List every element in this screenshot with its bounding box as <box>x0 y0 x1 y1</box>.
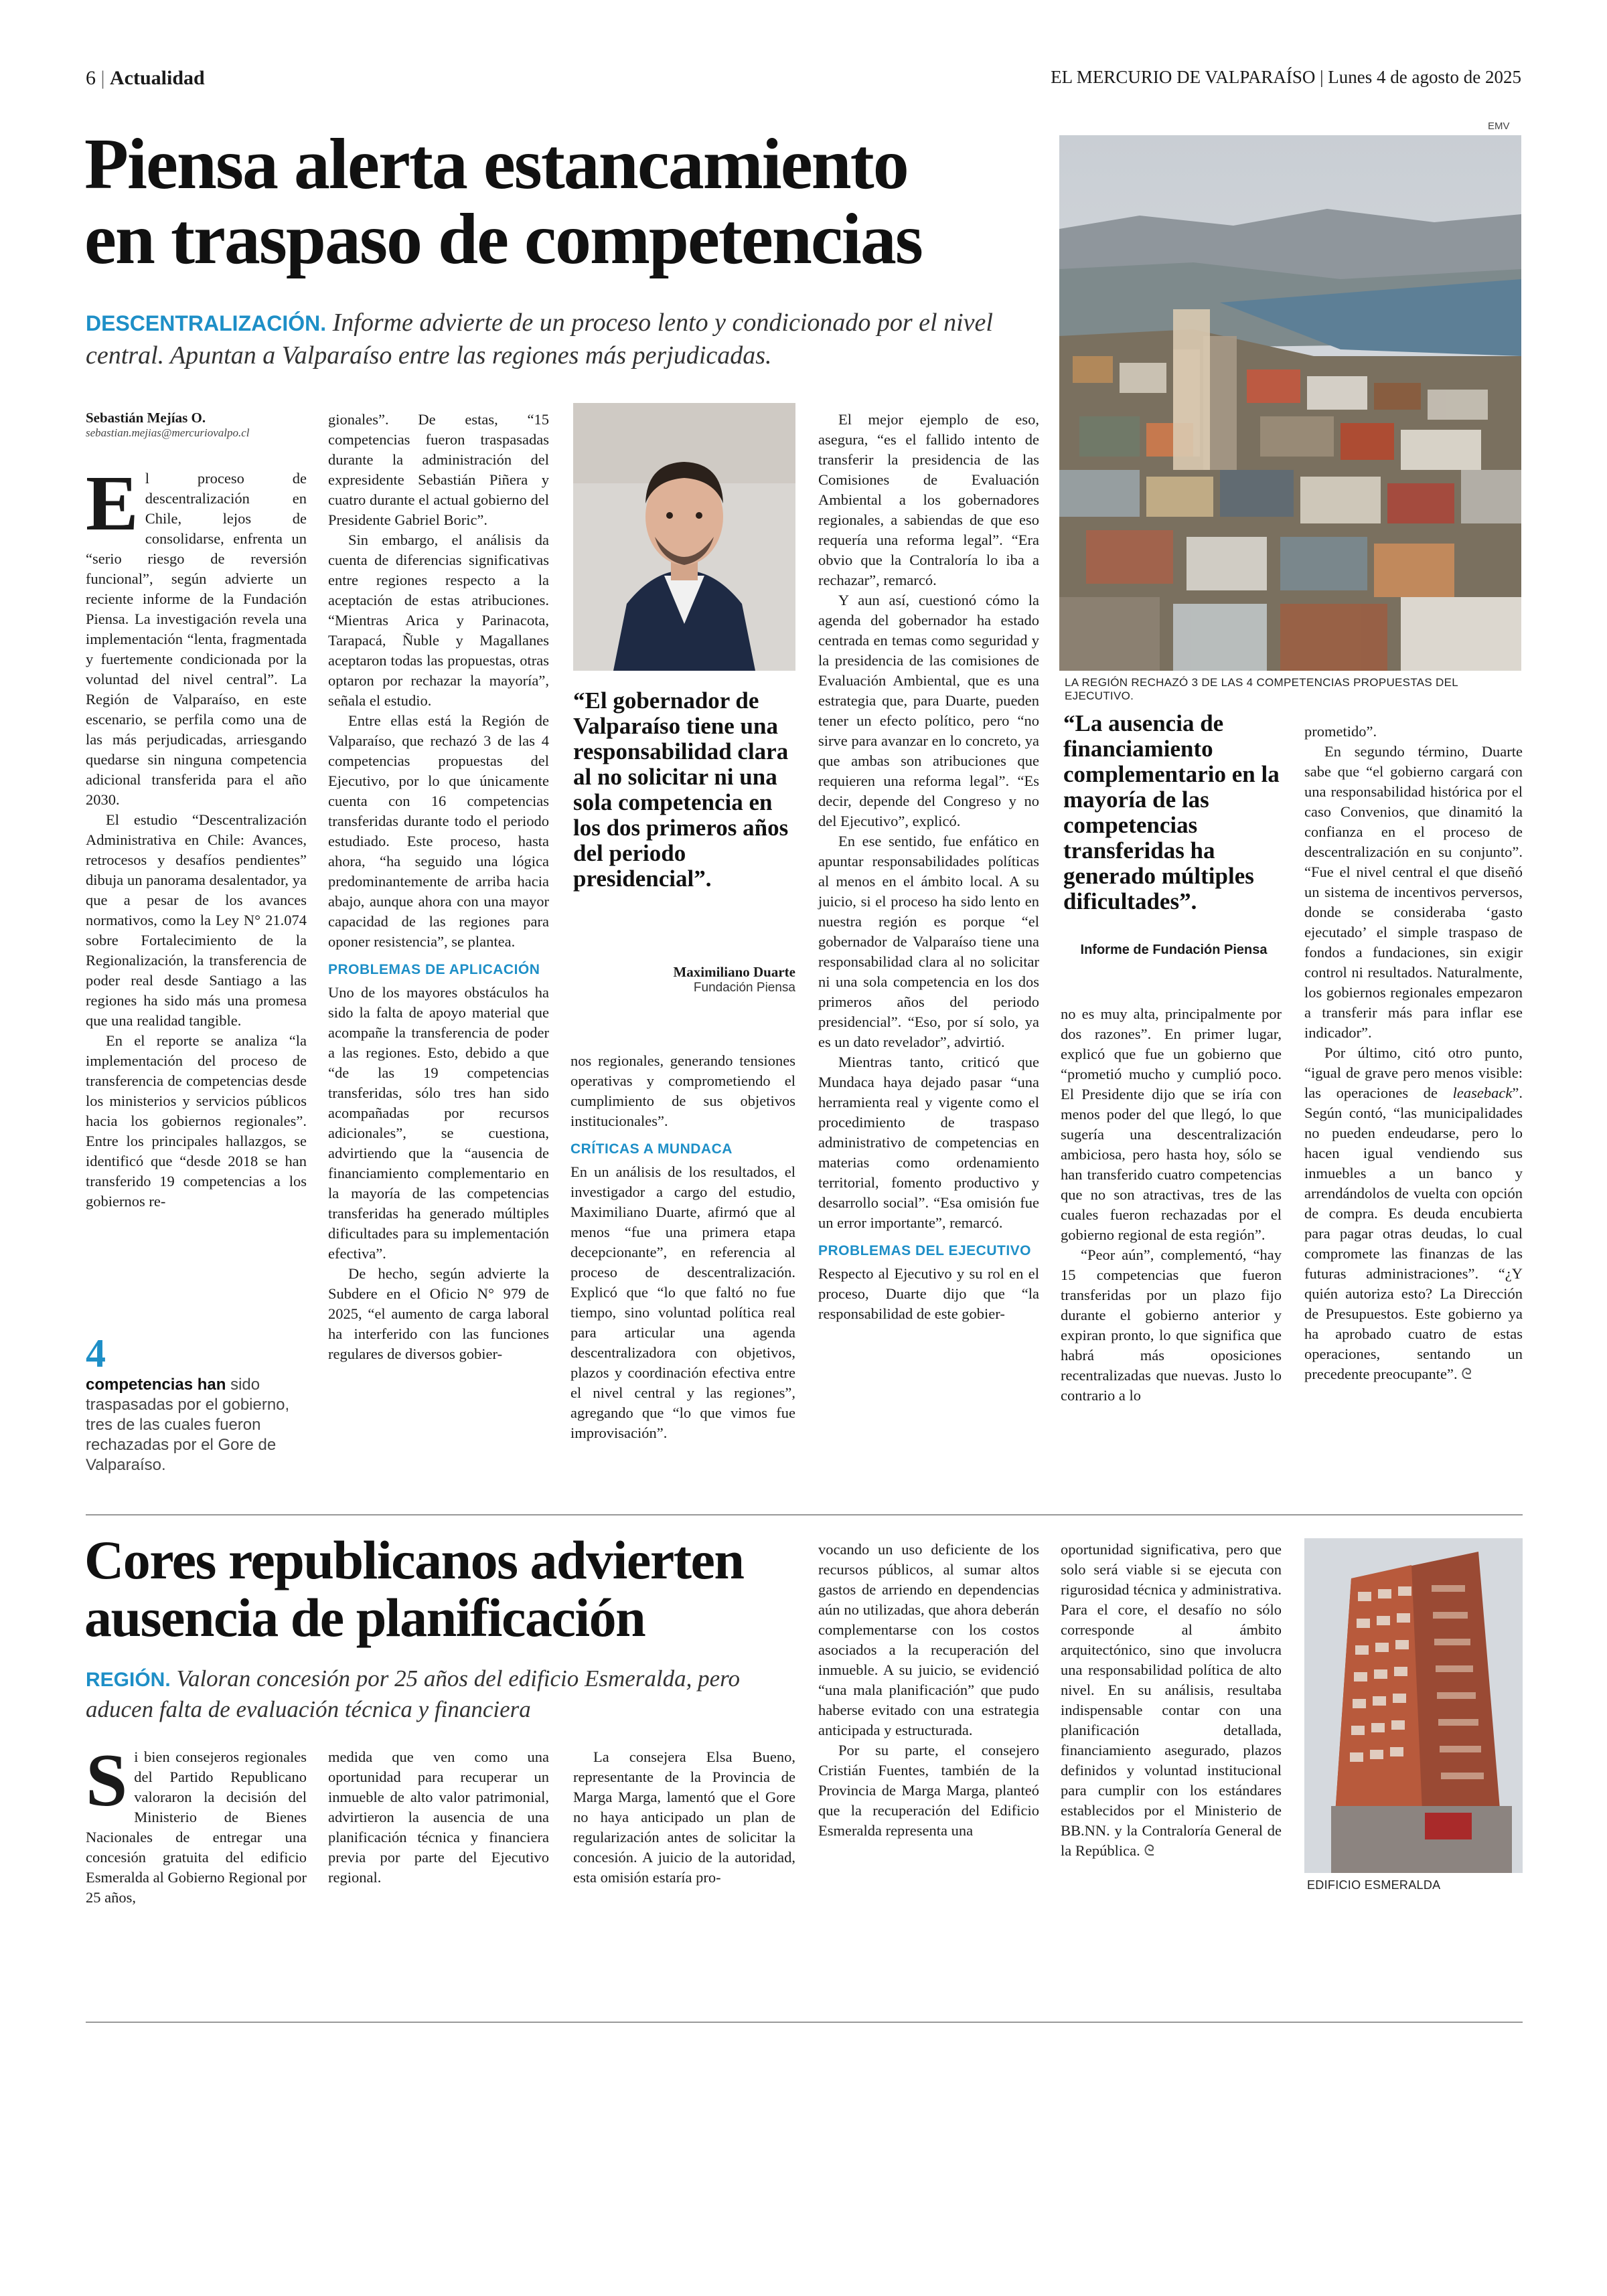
paragraph: “Peor aún”, complementó, “hay 15 competencias que fueron transferidas por un plazo fijo durante el gobierno anterior y expiran pronto, lo que significa que habrá más oposiciones recentralizadas que nuevas. Justo lo contrario a lo <box>1061 1246 1282 1404</box>
city-photo-illustration <box>1059 135 1521 671</box>
pull-quote-1: “El gobernador de Valparaíso tiene una responsabilidad clara al no solicitar ni una sola competencia en los dos primeros años del periodo presidencial”. <box>573 687 789 892</box>
photo-credit: EMV <box>1488 120 1510 132</box>
factbox-number: 4 <box>86 1331 106 1376</box>
valparaiso-city-photo <box>1059 135 1521 671</box>
paragraph: vocando un uso deficiente de los recursos públicos, al sumar altos gastos de arriendo en dependencias aún no utilizadas, que ahora deberán complementarse con los costos asociados a la recuperación del inmueble. A su juicio, se evidenció “una mala planificación” que pudo haberse evitado con una estrategia anticipada y estructurada. <box>818 1541 1039 1738</box>
paragraph: De hecho, según advierte la Subdere en el Oficio N° 979 de 2025, “el aumento de carga laboral ha interferido con las funciones regulares de diversos gobier- <box>328 1265 549 1362</box>
paragraph: En segundo término, Duarte sabe que “el gobierno cargará con una responsabilidad histórica por el caso Convenios, que dinamitó la confianza en el proceso de descentralización en su conjunto”. “Fue el nivel central el que diseñó un sistema de incentivos perversos, donde se consideraba ‘gasto ejecutado’ el simple traspaso de fondos a fundaciones, sin exigir control ni resultados. Naturalmente, los gobiernos regionales empezaron a transferir más para inflar ese indicador”. <box>1304 743 1523 1041</box>
paragraph: medida que ven como una oportunidad para recuperar un inmueble de alto valor patrimonial, advirtieron la ausencia de una planificación técnica y financiera previa por parte del Ejecutivo regional. <box>328 1748 549 1886</box>
article1-kicker: DESCENTRALIZACIÓN. <box>86 311 327 335</box>
paragraph: Entre ellas está la Región de Valparaíso, que rechazó 3 de las 4 competencias propuestas del Ejecutivo, por lo que únicamente cuenta con 16 competencias transferidas durante todo el periodo estudiado. Este proceso, hasta ahora, “ha seguido una lógica predominantemente de arriba hacia abajo, aunque ahora con una mayor capacidad de las regiones para oponer resistencia”, se plantea. <box>328 712 549 950</box>
article1-title-line2: en traspaso de competencias <box>84 199 922 279</box>
paragraph: no es muy alta, principalmente por dos razones”. En primer lugar, explicó que fue un gobierno que “prometió mucho y cumplió poco. El Presidente dijo que se iría con menos poder del que llegó, lo que sugería una descentralización ambiciosa, pero hasta hoy, sólo se han transferido cuatro competencias que no son atractivas, tres de las cuales fueron rechazadas por el gobierno regional de esta región”. <box>1061 1005 1282 1243</box>
pull-quote-2-source: Informe de Fundación Piensa <box>1080 942 1268 957</box>
article1-column-3 <box>570 1051 795 1443</box>
paragraph: oportunidad significativa, pero que solo será viable si se ejecuta con rigurosidad técnica y administrativa. Para el core, el desafío no sólo corresponde al ámbito arquitectónico, sino que involucra una responsabilidad política de alto nivel. En su análisis, resultaba indispensable contar con una planificación detallada, financiamiento asegurado, plazos definidos y voluntad institucional para cumplir con los estándares establecidos por el Ministerio de BB.NN. y la Contraloría General de la República. ᘓ <box>1061 1541 1282 1860</box>
article2-title-line2: ausencia de planificación <box>84 1587 645 1648</box>
factbox-text: sido traspasadas por el gobierno, tres de las cuales fueron rechazadas por el Gore de Valparaíso. <box>86 1376 290 1474</box>
page-folio: 6 | Actualidad <box>86 67 205 89</box>
paragraph: El mejor ejemplo de eso, asegura, “es el fallido intento de transferir la presidencia de las Comisiones de Evaluación Ambiental a los gobernadores regionales, a sabiendas de que eso requería una reforma legal”. “Era obvio que la Contraloría lo iba a rechazar”, remarcó. <box>818 411 1039 588</box>
article1-column-5 <box>1061 1004 1282 1406</box>
paragraph: En un análisis de los resultados, el investigador a cargo del estudio, Maximiliano Duarte, afirmó que al menos “fue una primera etapa decepcionante”, en referencia al proceso de descentralización. Explicó que “lo que faltó no fue tiempo, sino voluntad política real para articular una agenda descentralizadora con objetivos, plazos y coordinación efectiva entre el nivel central y las regiones”, agregando que “lo que vimos fue improvisación”. <box>570 1163 795 1441</box>
publication-line: EL MERCURIO DE VALPARAÍSO | Lunes 4 de agosto de 2025 <box>1051 67 1521 87</box>
bottom-divider <box>86 2022 1523 2023</box>
paragraph: El estudio “Descentralización Administrativa en Chile: Avances, retrocesos y desafíos pendientes” dibuja un panorama desalentador, ya que a pesar de los avances normativos, como la Ley N° 21.074 sobre Fortalecimiento de la Regionalización, la transferencia de poder real desde Santiago a las regiones ha sido más una promesa que una realidad tangible. <box>86 811 307 1029</box>
paragraph: En el reporte se analiza “la implementación del proceso de transferencia de competencias desde los ministerios y servicios públicos hacia los gobiernos regionales”. Entre los principales hallazgos, se identificó que “desde 2018 se han transferido 19 competencias a los gobiernos re- <box>86 1032 307 1210</box>
dropcap: S <box>86 1739 128 1822</box>
publication-date: Lunes 4 de agosto de 2025 <box>1328 67 1521 87</box>
article2-kicker: REGIÓN. <box>86 1669 171 1691</box>
paragraph: Por su parte, el consejero Cristián Fuentes, también de la Provincia de Marga Marga, planteó que la recuperación del Edificio Esmeralda representa una <box>818 1742 1039 1839</box>
article2-title-line1: Cores republicanos advierten <box>84 1530 744 1590</box>
article1-deck: Informe advierte de un proceso lento y condicionado por el nivel central. Apuntan a Valparaíso entre las regiones más perjudicadas. <box>86 309 993 370</box>
article1-deck-block <box>86 307 1037 372</box>
article2-column-2 <box>328 1747 549 1888</box>
paragraph: Uno de los mayores obstáculos ha sido la falta de apoyo material que acompañe la transferencia de poder a las regiones. Esto, debido a que “de las 19 competencias transferidas, sólo tres han sido acompañadas por recursos adicionales”, se cuestiona, advirtiendo que la “ausencia de financiamiento complementario en la mayoría de las competencias transferidas ha generado múltiples dificultades para su implementación efectiva”. <box>328 984 549 1262</box>
article2-column-1 <box>86 1739 307 1908</box>
edificio-esmeralda-photo <box>1304 1538 1523 1873</box>
article1-column-2 <box>328 410 549 1364</box>
page-number: 6 <box>86 67 96 89</box>
pull-quote-1-attribution <box>573 964 795 995</box>
article1-column-1 <box>86 459 307 1212</box>
paragraph: La consejera Elsa Bueno, representante de la Provincia de Marga Marga, lamentó que el Gore no haya anticipado un plan de regularización antes de solicitar la concesión. A juicio de la autoridad, esta omisión estaría pro- <box>573 1748 795 1886</box>
section-divider <box>86 1514 1523 1515</box>
paragraph: Mientras tanto, criticó que Mundaca haya dejado pasar “una herramienta real y vigente como el procedimiento de traspaso administrativo de competencias en materias como ordenamiento territorial, fomento productivo y desarrollo social”. “Esa omisión fue un error importante”, remarcó. <box>818 1054 1039 1231</box>
article2-title <box>84 1532 834 1647</box>
paragraph: Sin embargo, el análisis da cuenta de diferencias significativas entre regiones respecto a la aceptación de estas atribuciones. “Mientras Arica y Parinacota, Tarapacá, Ñuble y Magallanes aceptaron todas las propuestas, otras optaron por rechazar la mayoría”, señala el estudio. <box>328 531 549 709</box>
paragraph: Y aun así, cuestionó cómo la agenda del gobernador ha estado centrada en temas como seguridad y la presidencia de las comisiones de Evaluación Ambiental, que es una estrategia que, para Duarte, pueden tener un efecto político, pero “no sirve para avanzar en lo concreto, ya que ambas son atribuciones que requieren una reforma legal”. “Es decir, depende del Congreso y no del Ejecutivo”, explicó. <box>818 592 1039 829</box>
author-name: Sebastián Mejías O. <box>86 410 206 426</box>
article1-column-4 <box>818 410 1039 1324</box>
factbox <box>86 1332 307 1475</box>
byline <box>86 410 293 440</box>
article1-title-line1: Piensa alerta estancamiento <box>84 125 908 204</box>
pull-quote-2: “La ausencia de financiamiento complementario en la mayoría de las competencias transferidas ha generado múltiples dificultades”. <box>1063 710 1280 914</box>
maximiliano-duarte-portrait <box>573 403 795 671</box>
author-email: sebastian.mejias@mercuriovalpo.cl <box>86 426 250 439</box>
quote-org: Fundación Piensa <box>693 981 795 995</box>
end-mark-icon: ᘓ <box>1461 1366 1472 1383</box>
end-mark-icon: ᘓ <box>1144 1842 1155 1860</box>
paragraph: prometido”. <box>1304 723 1377 740</box>
factbox-lead: competencias han <box>86 1376 226 1394</box>
article2-deck-block <box>86 1664 809 1724</box>
portrait-illustration <box>573 403 795 671</box>
paragraph: En ese sentido, fue enfático en apuntar responsabilidades políticas al menos en el ámbito local. A su juicio, si el proceso ha sido lento en nuestra región es porque “el gobernador de Valparaíso tiene una responsabilidad clara al no solicitar ni una sola competencia en los dos primeros años del periodo presidencial”. “Eso, por sí solo, ya es un dato revelador”, advirtió. <box>818 833 1039 1050</box>
paragraph: Por último, citó otro punto, “igual de grave pero menos visible: las operaciones de leaseback”. Según contó, “las municipalidades no pueden endeudarse, pero lo hacen igual vendiendo sus inmuebles a un banco y arrendándolos de vuelta con opción de compra. Es deuda encubierta para pagar otras deudas, lo cual compromete las finanzas de las futuras administraciones”. “¿Y quién autoriza esto? La Dirección de Presupuestos. Este gobierno ya ha aprobado cuatro de estas operaciones, sentando un precedente preocupante”. ᘓ <box>1304 1044 1523 1383</box>
article2-column-3 <box>573 1747 795 1888</box>
subheading: CRÍTICAS A MUNDACA <box>570 1141 733 1157</box>
building-photo-caption: EDIFICIO ESMERALDA <box>1307 1878 1441 1892</box>
building-photo-illustration <box>1304 1538 1523 1873</box>
article2-column-5 <box>1061 1540 1282 1861</box>
paragraph: i bien consejeros regionales del Partido Republicano valoraron la decisión del Ministerio de Bienes Nacionales de entregar una concesión gratuita del edificio Esmeralda al Gobierno Regional por 25 años, <box>86 1748 307 1906</box>
photo-caption: LA REGIÓN RECHAZÓ 3 DE LAS 4 COMPETENCIAS PROPUESTAS DEL EJECUTIVO. <box>1065 676 1458 702</box>
article2-column-4 <box>818 1540 1039 1841</box>
dropcap: E <box>86 459 139 547</box>
article2-deck: Valoran concesión por 25 años del edificio Esmeralda, pero aducen falta de evaluación técnica y financiera <box>86 1665 740 1722</box>
publication-name: EL MERCURIO DE VALPARAÍSO <box>1051 67 1316 87</box>
article1-title <box>84 127 1035 277</box>
paragraph: l proceso de descentralización en Chile, lejos de consolidarse, enfrenta un “serio riesgo de reversión funcional”, según advierte un reciente informe de la Fundación Piensa. La investigación revela una implementación “lenta, fragmentada y fuertemente condicionada por la voluntad del nivel central”. La Región de Valparaíso, en este escenario, se perfila como una de las más perjudicadas, arriesgando quedarse sin ninguna competencia adicional transferida para el año 2030. <box>86 470 307 808</box>
paragraph: Respecto al Ejecutivo y su rol en el proceso, Duarte dijo que “la responsabilidad de este gobier- <box>818 1265 1039 1322</box>
subheading: PROBLEMAS DE APLICACIÓN <box>328 962 540 977</box>
subheading: PROBLEMAS DEL EJECUTIVO <box>818 1243 1031 1258</box>
quote-name: Maximiliano Duarte <box>673 964 795 980</box>
section-name: Actualidad <box>110 67 205 89</box>
paragraph: gionales”. De estas, “15 competencias fueron traspasadas durante la administración del expresidente Sebastián Piñera y cuatro durante el actual gobierno del Presidente Gabriel Boric”. <box>328 411 549 528</box>
article1-column-6 <box>1304 722 1523 1384</box>
paragraph: nos regionales, generando tensiones operativas y comprometiendo el cumplimiento de sus objetivos institucionales”. <box>570 1052 795 1129</box>
